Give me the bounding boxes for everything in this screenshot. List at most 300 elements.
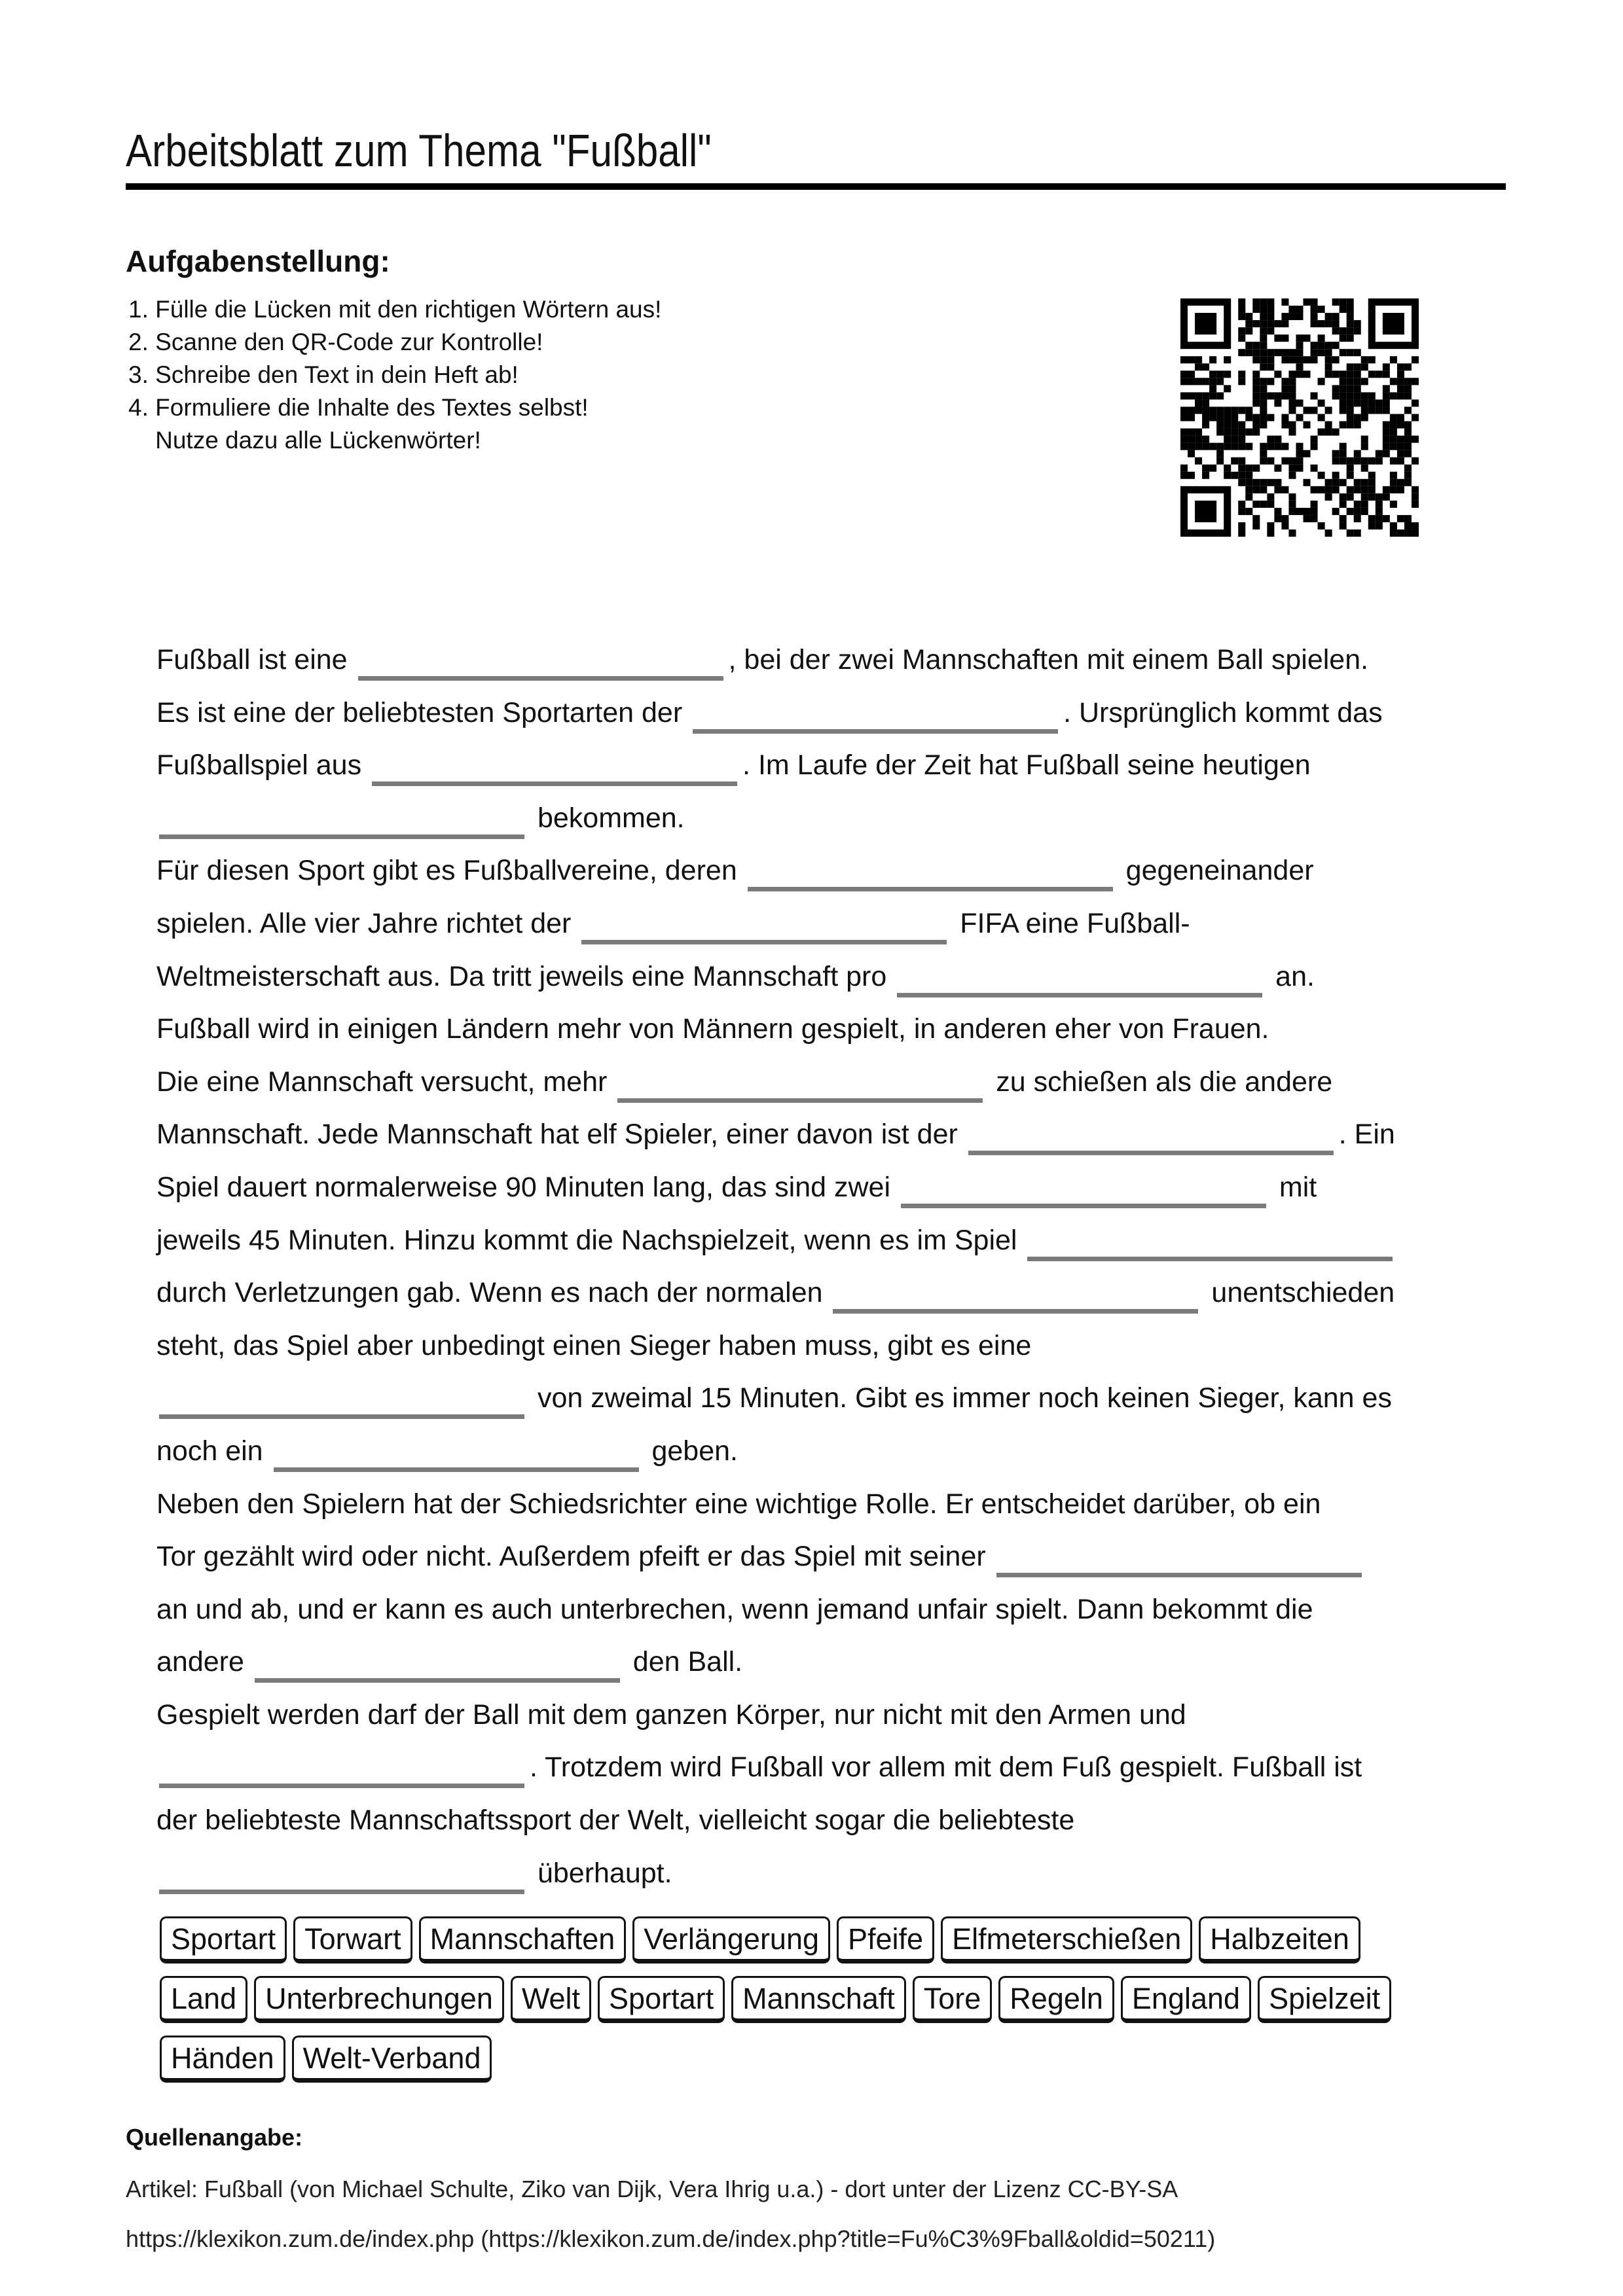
qr-module — [1231, 457, 1238, 465]
word-chip[interactable]: Unterbrechungen — [254, 1976, 504, 2023]
qr-module — [1288, 493, 1296, 501]
qr-module — [1188, 370, 1195, 378]
qr-module — [1296, 363, 1303, 370]
qr-module — [1404, 436, 1412, 443]
qr-module — [1347, 508, 1354, 515]
qr-module — [1304, 370, 1311, 378]
blank-input[interactable] — [159, 808, 524, 839]
qr-module — [1238, 522, 1245, 529]
qr-module — [1361, 392, 1368, 399]
qr-module — [1390, 501, 1397, 508]
qr-module — [1332, 342, 1340, 349]
qr-module — [1332, 429, 1340, 436]
qr-module — [1354, 529, 1361, 537]
text-segment: gegeneinander — [1118, 855, 1314, 887]
qr-module — [1281, 378, 1288, 385]
qr-module — [1274, 465, 1281, 472]
qr-module — [1209, 370, 1216, 378]
qr-module — [1340, 406, 1347, 414]
qr-module — [1252, 320, 1260, 327]
qr-module — [1397, 479, 1404, 486]
qr-code-icon — [1180, 298, 1419, 537]
qr-module — [1195, 429, 1202, 436]
qr-module — [1354, 385, 1361, 392]
qr-module — [1231, 443, 1238, 450]
text-segment: Weltmeisterschaft aus. Da tritt jeweils eine Mannschaft pro — [156, 960, 895, 992]
word-chip[interactable]: Land — [160, 1976, 247, 2023]
qr-module — [1180, 429, 1188, 436]
qr-module — [1412, 399, 1419, 406]
qr-module — [1281, 443, 1288, 450]
qr-module — [1288, 406, 1296, 414]
text-line — [156, 897, 1398, 950]
qr-module — [1376, 501, 1383, 508]
qr-module — [1252, 486, 1260, 493]
qr-module — [1340, 334, 1347, 342]
qr-module — [1296, 334, 1303, 342]
qr-module — [1318, 342, 1325, 349]
qr-module — [1288, 465, 1296, 472]
qr-module — [1195, 406, 1202, 414]
qr-module — [1354, 327, 1361, 334]
blank-input[interactable] — [748, 861, 1113, 891]
word-chip[interactable]: Torwart — [293, 1916, 412, 1964]
qr-module — [1209, 406, 1216, 414]
qr-module — [1195, 392, 1202, 399]
qr-module — [1311, 486, 1318, 493]
qr-module — [1354, 515, 1361, 522]
qr-module — [1304, 298, 1311, 306]
qr-module — [1274, 486, 1281, 493]
qr-module — [1340, 422, 1347, 429]
qr-module — [1224, 422, 1231, 429]
qr-module — [1180, 356, 1188, 363]
qr-module — [1260, 392, 1267, 399]
qr-module — [1332, 486, 1340, 493]
qr-module — [1195, 363, 1202, 370]
text-line — [156, 1794, 1398, 1847]
qr-module — [1325, 370, 1332, 378]
text-line — [156, 1478, 1398, 1531]
qr-module — [1354, 457, 1361, 465]
blank-input[interactable] — [996, 1547, 1362, 1577]
blank-input[interactable] — [255, 1652, 620, 1683]
qr-module — [1383, 429, 1390, 436]
qr-module — [1332, 320, 1340, 327]
qr-module — [1325, 363, 1332, 370]
qr-module — [1376, 515, 1383, 522]
qr-module — [1354, 363, 1361, 370]
text-segment: Fußballspiel aus — [156, 749, 370, 781]
word-chip[interactable]: Pfeife — [837, 1916, 934, 1964]
qr-module — [1340, 479, 1347, 486]
qr-module — [1404, 392, 1412, 399]
qr-module — [1354, 378, 1361, 385]
source-article: Artikel: Fußball (von Michael Schulte, Ziko van Dijk, Vera Ihrig u.a.) - dort unter der Lizenz CC-BY-SA — [126, 2176, 1178, 2202]
qr-module — [1412, 493, 1419, 501]
qr-module — [1354, 320, 1361, 327]
qr-module — [1238, 327, 1245, 334]
qr-module — [1332, 385, 1340, 392]
qr-module — [1281, 385, 1288, 392]
qr-module — [1397, 385, 1404, 392]
qr-module — [1288, 370, 1296, 378]
qr-module — [1281, 356, 1288, 363]
qr-module — [1318, 320, 1325, 327]
qr-module — [1376, 399, 1383, 406]
qr-module — [1216, 414, 1224, 421]
qr-module — [1288, 399, 1296, 406]
qr-module — [1325, 356, 1332, 363]
qr-module — [1354, 399, 1361, 406]
qr-module — [1311, 501, 1318, 508]
qr-module — [1267, 313, 1274, 320]
qr-module — [1281, 334, 1288, 342]
qr-module — [1195, 436, 1202, 443]
qr-module — [1354, 422, 1361, 429]
qr-module — [1383, 363, 1390, 370]
qr-module — [1383, 515, 1390, 522]
qr-module — [1332, 508, 1340, 515]
qr-module — [1231, 436, 1238, 443]
qr-module — [1390, 392, 1397, 399]
qr-module — [1383, 450, 1390, 457]
qr-module — [1238, 298, 1245, 306]
blank-input[interactable] — [617, 1072, 983, 1103]
qr-module — [1318, 378, 1325, 385]
qr-module — [1412, 356, 1419, 363]
qr-module — [1267, 356, 1274, 363]
qr-module — [1412, 522, 1419, 529]
qr-module — [1180, 436, 1188, 443]
qr-module — [1245, 443, 1252, 450]
qr-module — [1397, 436, 1404, 443]
qr-module — [1347, 320, 1354, 327]
word-chip[interactable]: Händen — [160, 2036, 285, 2083]
word-chip[interactable]: Mannschaften — [419, 1916, 627, 1964]
text-segment: Spiel dauert normalerweise 90 Minuten lang, das sind zwei — [156, 1171, 898, 1203]
word-chip[interactable]: Welt-Verband — [292, 2036, 492, 2083]
qr-module — [1404, 465, 1412, 472]
qr-module — [1260, 334, 1267, 342]
qr-module — [1260, 457, 1267, 465]
qr-module — [1340, 298, 1347, 306]
qr-module — [1274, 392, 1281, 399]
qr-module — [1252, 356, 1260, 363]
qr-module — [1304, 450, 1311, 457]
text-segment: spielen. Alle vier Jahre richtet der — [156, 907, 579, 939]
blank-input[interactable] — [159, 1388, 524, 1419]
qr-module — [1238, 406, 1245, 414]
blank-input[interactable] — [274, 1441, 639, 1472]
qr-module — [1281, 522, 1288, 529]
text-line — [156, 1214, 1398, 1267]
word-chip[interactable]: Verlängerung — [632, 1916, 830, 1964]
word-chip[interactable]: Sportart — [598, 1976, 725, 2023]
text-segment: unentschieden — [1203, 1277, 1395, 1309]
cloze-text — [156, 634, 1398, 1899]
qr-module — [1267, 392, 1274, 399]
qr-module — [1383, 370, 1390, 378]
qr-module — [1340, 392, 1347, 399]
qr-module — [1361, 363, 1368, 370]
task-item: 1. Fülle die Lücken mit den richtigen Wörtern aus! — [128, 296, 662, 323]
qr-module — [1397, 515, 1404, 522]
blank-input[interactable] — [693, 703, 1058, 734]
text-segment: durch Verletzungen gab. Wenn es nach der normalen — [156, 1277, 831, 1309]
qr-module — [1325, 529, 1332, 537]
text-segment: von zweimal 15 Minuten. Gibt es immer noch keinen Sieger, kann es — [530, 1382, 1392, 1414]
qr-module — [1397, 443, 1404, 450]
word-chip[interactable]: Regeln — [998, 1976, 1114, 2023]
qr-module — [1281, 298, 1288, 306]
qr-module — [1260, 501, 1267, 508]
qr-module — [1311, 465, 1318, 472]
qr-module — [1195, 356, 1202, 363]
qr-module — [1267, 414, 1274, 421]
qr-module — [1318, 399, 1325, 406]
qr-module — [1347, 406, 1354, 414]
qr-module — [1361, 406, 1368, 414]
qr-module — [1368, 370, 1376, 378]
qr-module — [1216, 457, 1224, 465]
qr-module — [1180, 465, 1188, 472]
qr-module — [1267, 479, 1274, 486]
qr-module — [1318, 429, 1325, 436]
qr-module — [1368, 515, 1376, 522]
text-segment: geben. — [644, 1435, 738, 1467]
qr-module — [1311, 356, 1318, 363]
qr-module — [1412, 414, 1419, 421]
qr-module — [1188, 472, 1195, 479]
qr-module — [1325, 422, 1332, 429]
blank-input[interactable] — [833, 1283, 1198, 1314]
blank-input[interactable] — [901, 1177, 1266, 1208]
qr-module — [1180, 414, 1188, 421]
qr-module — [1340, 385, 1347, 392]
qr-module — [1311, 436, 1318, 443]
blank-input[interactable] — [968, 1124, 1334, 1155]
qr-module — [1180, 370, 1188, 378]
qr-module — [1224, 406, 1231, 414]
qr-module — [1274, 320, 1281, 327]
qr-module — [1231, 472, 1238, 479]
title-underline — [126, 183, 1506, 190]
qr-module — [1216, 370, 1224, 378]
text-segment: Gespielt werden darf der Ball mit dem ganzen Körper, nur nicht mit den Armen und — [156, 1698, 1186, 1731]
qr-module — [1347, 378, 1354, 385]
qr-module — [1238, 378, 1245, 385]
qr-module — [1260, 422, 1267, 429]
qr-module — [1340, 378, 1347, 385]
qr-module — [1390, 472, 1397, 479]
qr-module — [1311, 306, 1318, 313]
text-segment: an. — [1267, 960, 1315, 992]
qr-module — [1412, 501, 1419, 508]
word-chip[interactable]: Spielzeit — [1258, 1976, 1391, 2023]
qr-module — [1245, 349, 1252, 356]
qr-module — [1209, 378, 1216, 385]
blank-input[interactable] — [372, 755, 737, 786]
qr-module — [1404, 472, 1412, 479]
qr-module — [1195, 378, 1202, 385]
qr-module — [1209, 392, 1216, 399]
qr-module — [1281, 486, 1288, 493]
qr-module — [1231, 429, 1238, 436]
qr-module — [1332, 327, 1340, 334]
word-chip[interactable]: England — [1121, 1976, 1251, 2023]
word-chip[interactable]: Halbzeiten — [1199, 1916, 1360, 1964]
qr-module — [1260, 414, 1267, 421]
qr-module — [1288, 429, 1296, 436]
text-segment: an und ab, und er kann es auch unterbrechen, wenn jemand unfair spielt. Dann bekommt die — [156, 1593, 1313, 1625]
qr-module — [1245, 327, 1252, 334]
qr-module — [1238, 529, 1245, 537]
qr-module — [1180, 392, 1188, 399]
qr-module — [1238, 429, 1245, 436]
text-segment: FIFA eine Fußball- — [952, 907, 1190, 939]
qr-module — [1325, 313, 1332, 320]
blank-input[interactable] — [581, 914, 947, 944]
qr-module — [1260, 306, 1267, 313]
qr-module — [1202, 436, 1209, 443]
text-segment: jeweils 45 Minuten. Hinzu kommt die Nachspielzeit, wenn es im Spiel — [156, 1224, 1025, 1256]
qr-module — [1347, 327, 1354, 334]
qr-module — [1195, 313, 1216, 334]
qr-module — [1361, 465, 1368, 472]
qr-module — [1368, 457, 1376, 465]
text-line — [156, 1847, 1398, 1900]
qr-module — [1347, 334, 1354, 342]
word-chip[interactable]: Tore — [913, 1976, 993, 2023]
qr-module — [1245, 320, 1252, 327]
text-segment: den Ball. — [625, 1646, 743, 1678]
qr-module — [1188, 443, 1195, 450]
qr-module — [1260, 378, 1267, 385]
qr-module — [1347, 457, 1354, 465]
source-url[interactable]: https://klexikon.zum.de/index.php (https://klexikon.zum.de/index.php?title=Fu%C3%9Fball&oldid=50211) — [126, 2225, 1216, 2252]
text-line — [156, 1530, 1398, 1583]
qr-module — [1332, 479, 1340, 486]
qr-module — [1224, 436, 1231, 443]
qr-module — [1368, 486, 1376, 493]
qr-module — [1238, 457, 1245, 465]
qr-module — [1397, 370, 1404, 378]
qr-module — [1216, 443, 1224, 450]
qr-module — [1209, 443, 1216, 450]
qr-module — [1281, 422, 1288, 429]
blank-input[interactable] — [1027, 1230, 1393, 1261]
qr-module — [1383, 436, 1390, 443]
qr-module — [1238, 501, 1245, 508]
blank-input[interactable] — [159, 1757, 524, 1788]
blank-input[interactable] — [159, 1863, 524, 1894]
qr-module — [1245, 406, 1252, 414]
qr-module — [1397, 363, 1404, 370]
qr-module — [1202, 363, 1209, 370]
qr-module — [1231, 406, 1238, 414]
qr-module — [1260, 363, 1267, 370]
qr-module — [1238, 370, 1245, 378]
qr-module — [1390, 414, 1397, 421]
qr-module — [1281, 457, 1288, 465]
qr-module — [1260, 399, 1267, 406]
word-chip[interactable]: Elfmeterschießen — [941, 1916, 1192, 1964]
text-line — [156, 844, 1398, 897]
qr-module — [1267, 320, 1274, 327]
qr-module — [1296, 465, 1303, 472]
qr-module — [1332, 356, 1340, 363]
qr-module — [1202, 392, 1209, 399]
text-segment: noch ein — [156, 1435, 271, 1467]
qr-module — [1209, 356, 1216, 363]
qr-module — [1252, 515, 1260, 522]
text-segment: andere — [156, 1646, 252, 1678]
qr-module — [1397, 486, 1404, 493]
qr-module — [1202, 443, 1209, 450]
qr-module — [1260, 385, 1267, 392]
blank-input[interactable] — [897, 967, 1262, 997]
text-segment: . Im Laufe der Zeit hat Fußball seine heutigen — [742, 749, 1311, 781]
qr-module — [1340, 501, 1347, 508]
qr-module — [1311, 515, 1318, 522]
qr-module — [1252, 349, 1260, 356]
text-segment: Mannschaft. Jede Mannschaft hat elf Spieler, einer davon ist der — [156, 1119, 966, 1151]
qr-module — [1252, 399, 1260, 406]
qr-module — [1296, 313, 1303, 320]
word-chip[interactable]: Mannschaft — [731, 1976, 906, 2023]
qr-module — [1296, 399, 1303, 406]
qr-module — [1267, 522, 1274, 529]
qr-module — [1311, 313, 1318, 320]
qr-module — [1397, 457, 1404, 465]
word-chip[interactable]: Welt — [511, 1976, 591, 2023]
qr-module — [1202, 422, 1209, 429]
qr-module — [1245, 313, 1252, 320]
qr-module — [1397, 450, 1404, 457]
qr-module — [1390, 356, 1397, 363]
text-segment: Für diesen Sport gibt es Fußballvereine, deren — [156, 855, 745, 887]
qr-module — [1195, 443, 1202, 450]
qr-module — [1383, 486, 1390, 493]
qr-module — [1224, 472, 1231, 479]
qr-module — [1347, 399, 1354, 406]
qr-module — [1340, 450, 1347, 457]
qr-module — [1238, 313, 1245, 320]
blank-input[interactable] — [358, 650, 723, 681]
qr-module — [1304, 479, 1311, 486]
text-segment: bekommen. — [530, 802, 685, 834]
qr-module — [1332, 450, 1340, 457]
qr-module — [1383, 493, 1390, 501]
qr-module — [1376, 508, 1383, 515]
qr-module — [1325, 493, 1332, 501]
qr-module — [1325, 320, 1332, 327]
qr-module — [1361, 479, 1368, 486]
qr-module — [1404, 529, 1412, 537]
qr-module — [1404, 363, 1412, 370]
qr-module — [1238, 436, 1245, 443]
qr-module — [1260, 479, 1267, 486]
qr-module — [1238, 472, 1245, 479]
qr-module — [1288, 306, 1296, 313]
qr-module — [1267, 306, 1274, 313]
qr-module — [1397, 529, 1404, 537]
qr-module — [1354, 508, 1361, 515]
qr-module — [1267, 443, 1274, 450]
word-chip[interactable]: Sportart — [160, 1916, 287, 1964]
text-line — [156, 1003, 1398, 1056]
